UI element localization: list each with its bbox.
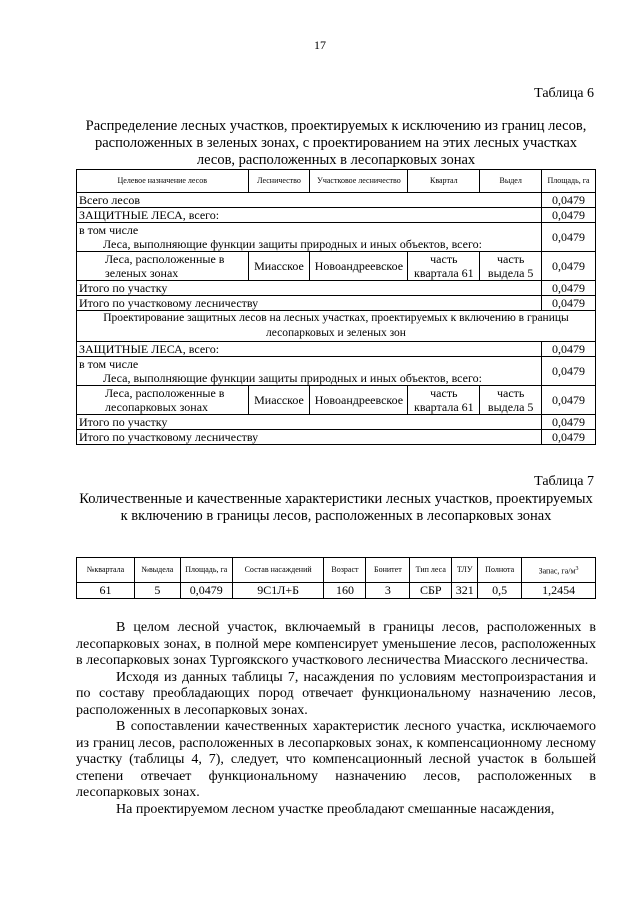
table-cell: 321: [452, 583, 478, 599]
table-row: [77, 430, 596, 445]
row-label: Итого по участку: [77, 415, 542, 430]
row-label: [77, 223, 542, 252]
table-row: [77, 386, 596, 415]
row-value: 0,0479: [542, 208, 596, 223]
table-cell: 61: [77, 583, 135, 599]
table6: [76, 169, 596, 445]
table-cell: 3: [366, 583, 410, 599]
body-text: [76, 620, 596, 818]
table6-caption: Таблица 6: [534, 86, 594, 101]
table-header-row: [77, 558, 596, 583]
column-header: Состав насаждений: [232, 558, 324, 583]
section-cell: часть выдела 5: [480, 252, 542, 281]
table-cell: 0,0479: [180, 583, 232, 599]
row-label: Всего лесов: [77, 193, 542, 208]
table-cell: 5: [134, 583, 180, 599]
stock-header-sup: 3: [575, 565, 579, 572]
table7-caption: Таблица 7: [534, 474, 594, 489]
row-value: 0,0479: [542, 342, 596, 357]
column-header: Площадь, га: [180, 558, 232, 583]
column-header: Участковое лесничество: [310, 170, 408, 193]
row-value: 0,0479: [542, 296, 596, 311]
table-row: [77, 583, 596, 599]
table-row: [77, 357, 596, 386]
table-row: [77, 193, 596, 208]
column-header: №выдела: [134, 558, 180, 583]
row-label: Итого по участку: [77, 281, 542, 296]
paragraph: Исходя из данных таблицы 7, насаждения по условиям местопроизрастания и по составу преобладающих пород отвечает функциональному назначению лесов, расположенных в лесопарковых зонах.: [76, 669, 596, 718]
including-label: в том числе: [79, 357, 139, 371]
row-value: 0,0479: [542, 193, 596, 208]
area-cell: 0,0479: [542, 252, 596, 281]
row-label: ЗАЩИТНЫЕ ЛЕСА, всего:: [77, 208, 542, 223]
purpose-cell: Леса, расположенные в лесопарковых зонах: [77, 386, 249, 415]
table-section-row: [77, 311, 596, 342]
table-cell: 9С1Л+Б: [232, 583, 324, 599]
protection-forests-label: Леса, выполняющие функции защиты природных и иных объектов, всего:: [103, 237, 482, 251]
protection-forests-label: Леса, выполняющие функции защиты природных и иных объектов, всего:: [103, 371, 482, 385]
column-header: Площадь, га: [542, 170, 596, 193]
column-header: Возраст: [324, 558, 366, 583]
stock-header-text: Запас, га/м: [538, 566, 576, 576]
column-header: ТЛУ: [452, 558, 478, 583]
area-cell: 0,0479: [542, 386, 596, 415]
paragraph: На проектируемом лесном участке преобладают смешанные насаждения,: [116, 801, 555, 817]
table6-title: Распределение лесных участков, проектируемых к исключению из границ лесов, расположенных в зеленых зонах, с проектированием на этих лесных участках лесов, расположенных в лесопарковых зонах: [85, 118, 587, 168]
paragraph: В сопоставлении качественных характеристик лесного участка, исключаемого из границ лесов, расположенных в лесопарковых зонах, к компенсационному лесному участку (таблицы 4, 7), следует, что компенсационный лесной участок в большей степени отвечает функциональному назначению лесов, расположенных в лесопарковых зонах.: [76, 719, 596, 800]
forestry-cell: Миасское: [248, 386, 310, 415]
column-header: Лесничество: [248, 170, 310, 193]
district-cell: Новоандреевское: [310, 252, 408, 281]
forestry-cell: Миасское: [248, 252, 310, 281]
row-value: 0,0479: [542, 357, 596, 386]
table-row: [77, 223, 596, 252]
district-cell: Новоандреевское: [310, 386, 408, 415]
column-header: Целевое назначение лесов: [77, 170, 249, 193]
table-row: [77, 208, 596, 223]
paragraph: В целом лесной участок, включаемый в границы лесов, расположенных в лесопарковых зонах, в полной мере компенсирует уменьшение лесов, расположенных в лесопарковых зонах Тургоякского участкового лесничества Миасского лесничества.: [76, 620, 596, 668]
table-cell: 160: [324, 583, 366, 599]
column-header: Квартал: [408, 170, 480, 193]
table-cell: СБР: [410, 583, 452, 599]
row-value: 0,0479: [542, 281, 596, 296]
table-row: [77, 415, 596, 430]
including-label: в том числе: [79, 223, 139, 237]
quarter-cell: часть квартала 61: [408, 252, 480, 281]
table7: [76, 557, 596, 599]
section-title: Проектирование защитных лесов на лесных участках, проектируемых к включению в границы лесопарковых и зеленых зон: [77, 311, 596, 342]
table-row: [77, 342, 596, 357]
section-cell: часть выдела 5: [480, 386, 542, 415]
column-header: Бонитет: [366, 558, 410, 583]
column-header: Выдел: [480, 170, 542, 193]
column-header: Полнота: [478, 558, 522, 583]
table-header-row: [77, 170, 596, 193]
purpose-cell: Леса, расположенные в зеленых зонах: [77, 252, 249, 281]
table-row: [77, 252, 596, 281]
column-header: Тип леса: [410, 558, 452, 583]
row-value: 0,0479: [542, 430, 596, 445]
table-cell: 1,2454: [522, 583, 596, 599]
row-label: [77, 357, 542, 386]
column-header: [522, 558, 596, 583]
column-header: №квартала: [77, 558, 135, 583]
row-label: ЗАЩИТНЫЕ ЛЕСА, всего:: [77, 342, 542, 357]
table7-title: Количественные и качественные характеристики лесных участков, проектируемых к включению в границы лесов, расположенных в лесопарковых зонах: [79, 491, 593, 524]
row-label: Итого по участковому лесничеству: [77, 430, 542, 445]
table-row: [77, 296, 596, 311]
quarter-cell: часть квартала 61: [408, 386, 480, 415]
row-value: 0,0479: [542, 223, 596, 252]
row-label: Итого по участковому лесничеству: [77, 296, 542, 311]
table-row: [77, 281, 596, 296]
table-cell: 0,5: [478, 583, 522, 599]
page-number: 17: [314, 38, 326, 52]
row-value: 0,0479: [542, 415, 596, 430]
